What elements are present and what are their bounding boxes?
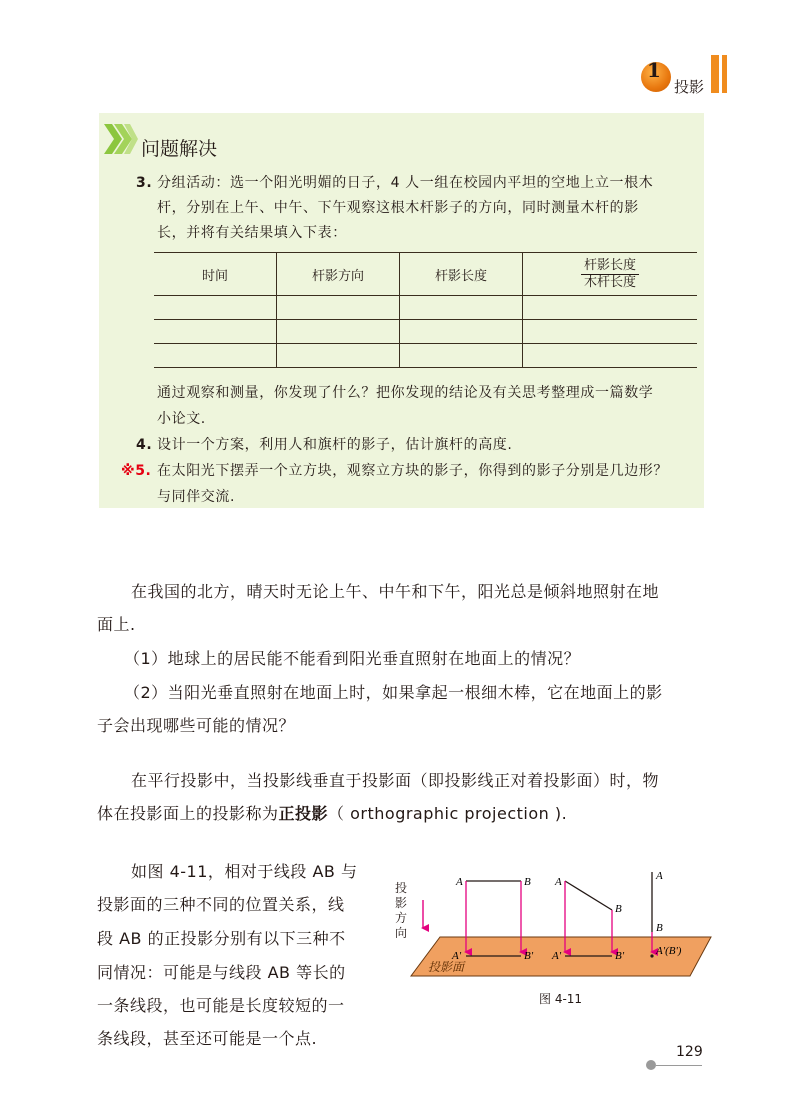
- paragraph-line: 面上.: [97, 615, 136, 634]
- q3-after-line: 通过观察和测量，你发现了什么？把你发现的结论及有关思考整理成一篇数学: [157, 385, 654, 401]
- point-label: B': [615, 950, 625, 962]
- point-label: B': [524, 950, 534, 962]
- table-cell[interactable]: [523, 344, 698, 368]
- paragraph-line: 在平行投影中，当投影线垂直于投影面（即投影线正对着投影面）时，物: [131, 771, 660, 790]
- header-accent-bar: [722, 55, 727, 93]
- point-label: A: [456, 876, 463, 888]
- paragraph-line: 子会出现哪些可能的情况？: [97, 716, 296, 735]
- table-cell[interactable]: [277, 296, 400, 320]
- paragraph-line: 一条线段，也可能是长度较短的一: [97, 996, 345, 1015]
- figure-caption: 图 4-11: [539, 992, 583, 1006]
- paragraph-line: 同情况：可能是与线段 AB 等长的: [97, 963, 346, 982]
- problem-box-title: 问题解决: [141, 138, 218, 160]
- direction-char: 投: [395, 881, 408, 895]
- projected-point: [650, 954, 653, 957]
- table-cell[interactable]: [400, 320, 523, 344]
- page-rule: [656, 1065, 702, 1066]
- key-term: 正投影: [278, 804, 329, 823]
- page-dot: [646, 1060, 656, 1070]
- q3-after-line: 小论文.: [157, 411, 206, 427]
- chapter-number-badge: [641, 58, 671, 92]
- q3-line: 分组活动：选一个阳光明媚的日子，4 人一组在校园内平坦的空地上立一根木: [157, 175, 654, 191]
- table-header-cell: 杆影长度: [400, 253, 523, 296]
- q3-line: 杆，分别在上午、中午、下午观察这根木杆影子的方向，同时测量木杆的影: [157, 200, 639, 216]
- fraction-numerator: 杆影长度: [581, 258, 639, 275]
- table-header-row: [154, 253, 697, 296]
- table-header-cell: 时间: [154, 253, 277, 296]
- text-span: （ orthographic projection ).: [328, 804, 568, 823]
- direction-char: 方: [395, 911, 408, 925]
- q5-line: 在太阳光下摆弄一个立方块，观察立方块的影子，你得到的影子分别是几边形？: [157, 463, 668, 479]
- table-row: [154, 320, 697, 344]
- ratio-fraction: [581, 258, 639, 291]
- point-label: A': [552, 950, 562, 962]
- paragraph-line: 投影面的三种不同的位置关系，线: [97, 895, 345, 914]
- table-row: [154, 344, 697, 368]
- table-cell[interactable]: [400, 296, 523, 320]
- text-span: 体在投影面上的投影称为: [97, 804, 279, 823]
- segment-ab: [565, 881, 612, 910]
- point-label: A: [656, 870, 663, 882]
- table-cell[interactable]: [523, 320, 698, 344]
- point-label: A'(B'): [656, 945, 682, 957]
- point-label: A': [452, 950, 462, 962]
- table-row: [154, 296, 697, 320]
- paragraph-line: 如图 4-11，相对于线段 AB 与: [131, 862, 358, 881]
- fraction-denominator: 木杆长度: [583, 274, 636, 290]
- q4-number: 4.: [136, 437, 153, 453]
- point-label: A: [555, 876, 562, 888]
- q4-text: 设计一个方案，利用人和旗杆的影子，估计旗杆的高度.: [157, 437, 513, 453]
- paragraph-line: 条线段，甚至还可能是一个点.: [97, 1029, 318, 1048]
- table-header-cell: 杆影方向: [277, 253, 400, 296]
- chapter-number: 1: [647, 58, 661, 82]
- q3-line: 长，并将有关结果填入下表：: [157, 225, 347, 241]
- q3-number: 3.: [136, 175, 153, 191]
- paragraph-line: 在我国的北方，晴天时无论上午、中午和下午，阳光总是倾斜地照射在地: [131, 582, 660, 601]
- table-cell[interactable]: [154, 296, 277, 320]
- plane-label: 投影面: [428, 960, 465, 974]
- table-cell[interactable]: [400, 344, 523, 368]
- table-cell[interactable]: [523, 296, 698, 320]
- paragraph-line: （1）地球上的居民能不能看到阳光垂直照射在地面上的情况？: [124, 649, 581, 668]
- projection-figure: [390, 860, 720, 1000]
- table-header-cell: [523, 253, 698, 296]
- direction-char: 向: [395, 926, 408, 940]
- point-label: B: [524, 876, 531, 888]
- table-cell[interactable]: [277, 344, 400, 368]
- observation-table: [154, 252, 697, 368]
- chevrons-icon: [104, 124, 138, 154]
- table-cell[interactable]: [277, 320, 400, 344]
- table-cell[interactable]: [154, 344, 277, 368]
- paragraph-line: 段 AB 的正投影分别有以下三种不: [97, 929, 346, 948]
- q5-line: 与同伴交流.: [157, 489, 236, 505]
- chapter-title: 投影: [674, 78, 705, 96]
- paragraph-line: （2）当阳光垂直照射在地面上时，如果拿起一根细木棒，它在地面上的影: [124, 683, 663, 702]
- direction-char: 影: [395, 896, 408, 910]
- page-number: 129: [676, 1044, 703, 1060]
- header-accent-bar: [711, 55, 719, 93]
- point-label: B: [656, 922, 663, 934]
- point-label: B: [615, 903, 622, 915]
- paragraph-line: [97, 796, 567, 831]
- q5-mark: ※5.: [121, 463, 152, 479]
- table-cell[interactable]: [154, 320, 277, 344]
